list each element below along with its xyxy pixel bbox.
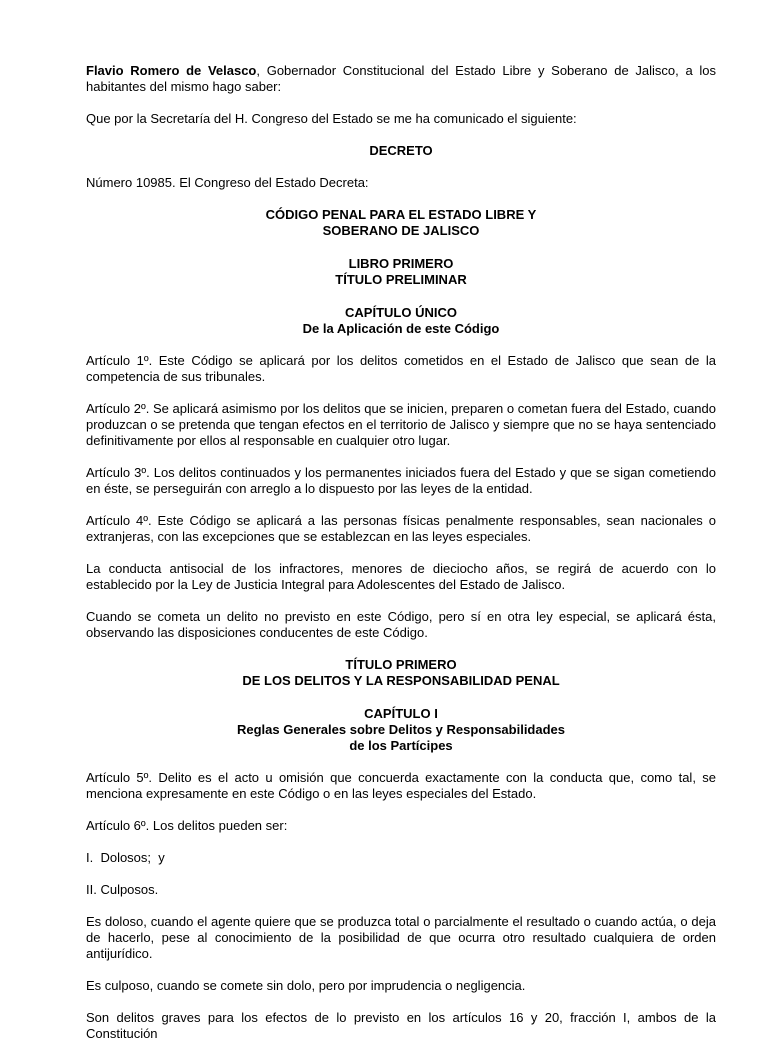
chapter-unico-heading [86,305,716,337]
chapter-one-line-3: de los Partícipes [349,738,453,753]
intro-paragraph [86,63,716,95]
code-title-line-2: SOBERANO DE JALISCO [322,223,480,238]
chapter-one-line-1: CAPÍTULO I [364,706,438,721]
article-paragraph: Artículo 2º. Se aplicará asimismo por los delitos que se inicien, preparen o cometan fuera del Estado, cuando produzcan o se pretenda que tengan efectos en el territorio de Jalisco y siempre que no se haya sentenciado definitivamente por ellos al responsable en cualquier otro lugar. [86,401,716,448]
article-paragraph: Artículo 4º. Este Código se aplicará a las personas físicas penalmente responsables, sean nacionales o extranjeras, con las excepciones que se establezcan en las leyes especiales. [86,513,716,544]
article-paragraph: Cuando se cometa un delito no previsto en este Código, pero sí en otra ley especial, se aplicará ésta, observando las disposiciones conducentes de este Código. [86,609,716,640]
communicated-paragraph: Que por la Secretaría del H. Congreso del Estado se me ha comunicado el siguiente: [86,111,577,126]
book-heading-line-1: LIBRO PRIMERO [348,256,454,271]
chapter-one-line-2: Reglas Generales sobre Delitos y Responsabilidades [236,722,565,737]
list-item: II. Culposos. [86,882,159,897]
article-paragraph: Artículo 1º. Este Código se aplicará por los delitos cometidos en el Estado de Jalisco que sean de la competencia de sus tribunales. [86,353,716,384]
title-one-line-1: TÍTULO PRIMERO [345,657,457,672]
book-heading [86,256,716,288]
title-one-heading [86,657,716,689]
article-paragraph: Son delitos graves para los efectos de lo previsto en los artículos 16 y 20, fracción I, ambos de la Constitución [86,1010,716,1041]
article-paragraph: Artículo 5º. Delito es el acto u omisión que concuerda exactamente con la conducta que, como tal, se menciona expresamente en este Código o en las leyes especiales del Estado. [86,770,716,801]
article-paragraph: Artículo 6º. Los delitos pueden ser: [86,818,288,833]
chapter-one-heading [86,706,716,754]
article-paragraph: Artículo 3º. Los delitos continuados y los permanentes iniciados fuera del Estado y que se sigan cometiendo en éste, se perseguirán con arreglo a lo dispuesto por las leyes de la entidad. [86,465,716,496]
code-title-line-1: CÓDIGO PENAL PARA EL ESTADO LIBRE Y [265,207,537,222]
intro-text: , Gobernador Constitucional del Estado Libre y Soberano de Jalisco, a los habitantes del mismo hago saber: [86,63,716,94]
article-paragraph: Es doloso, cuando el agente quiere que se produzca total o parcialmente el resultado o cuando actúa, o deja de hacerlo, pese al conocimiento de la posibilidad de que ocurra otro resultado cualquiera de orden antijurídico. [86,914,716,961]
chapter-unico-line-2: De la Aplicación de este Código [302,321,500,336]
book-heading-line-2: TÍTULO PRELIMINAR [335,272,467,287]
article-paragraph: La conducta antisocial de los infractores, menores de dieciocho años, se regirá de acuerdo con lo establecido por la Ley de Justicia Integral para Adolescentes del Estado de Jalisco. [86,561,716,592]
title-one-line-2: DE LOS DELITOS Y LA RESPONSABILIDAD PENAL [242,673,560,688]
code-title [86,207,716,239]
decree-heading: DECRETO [369,143,433,158]
decree-number-paragraph: Número 10985. El Congreso del Estado Decreta: [86,175,369,190]
chapter-unico-line-1: CAPÍTULO ÚNICO [345,305,457,320]
governor-name: Flavio Romero de Velasco [86,63,257,78]
list-item: I. Dolosos; y [86,850,165,865]
article-paragraph: Es culposo, cuando se comete sin dolo, pero por imprudencia o negligencia. [86,978,526,993]
